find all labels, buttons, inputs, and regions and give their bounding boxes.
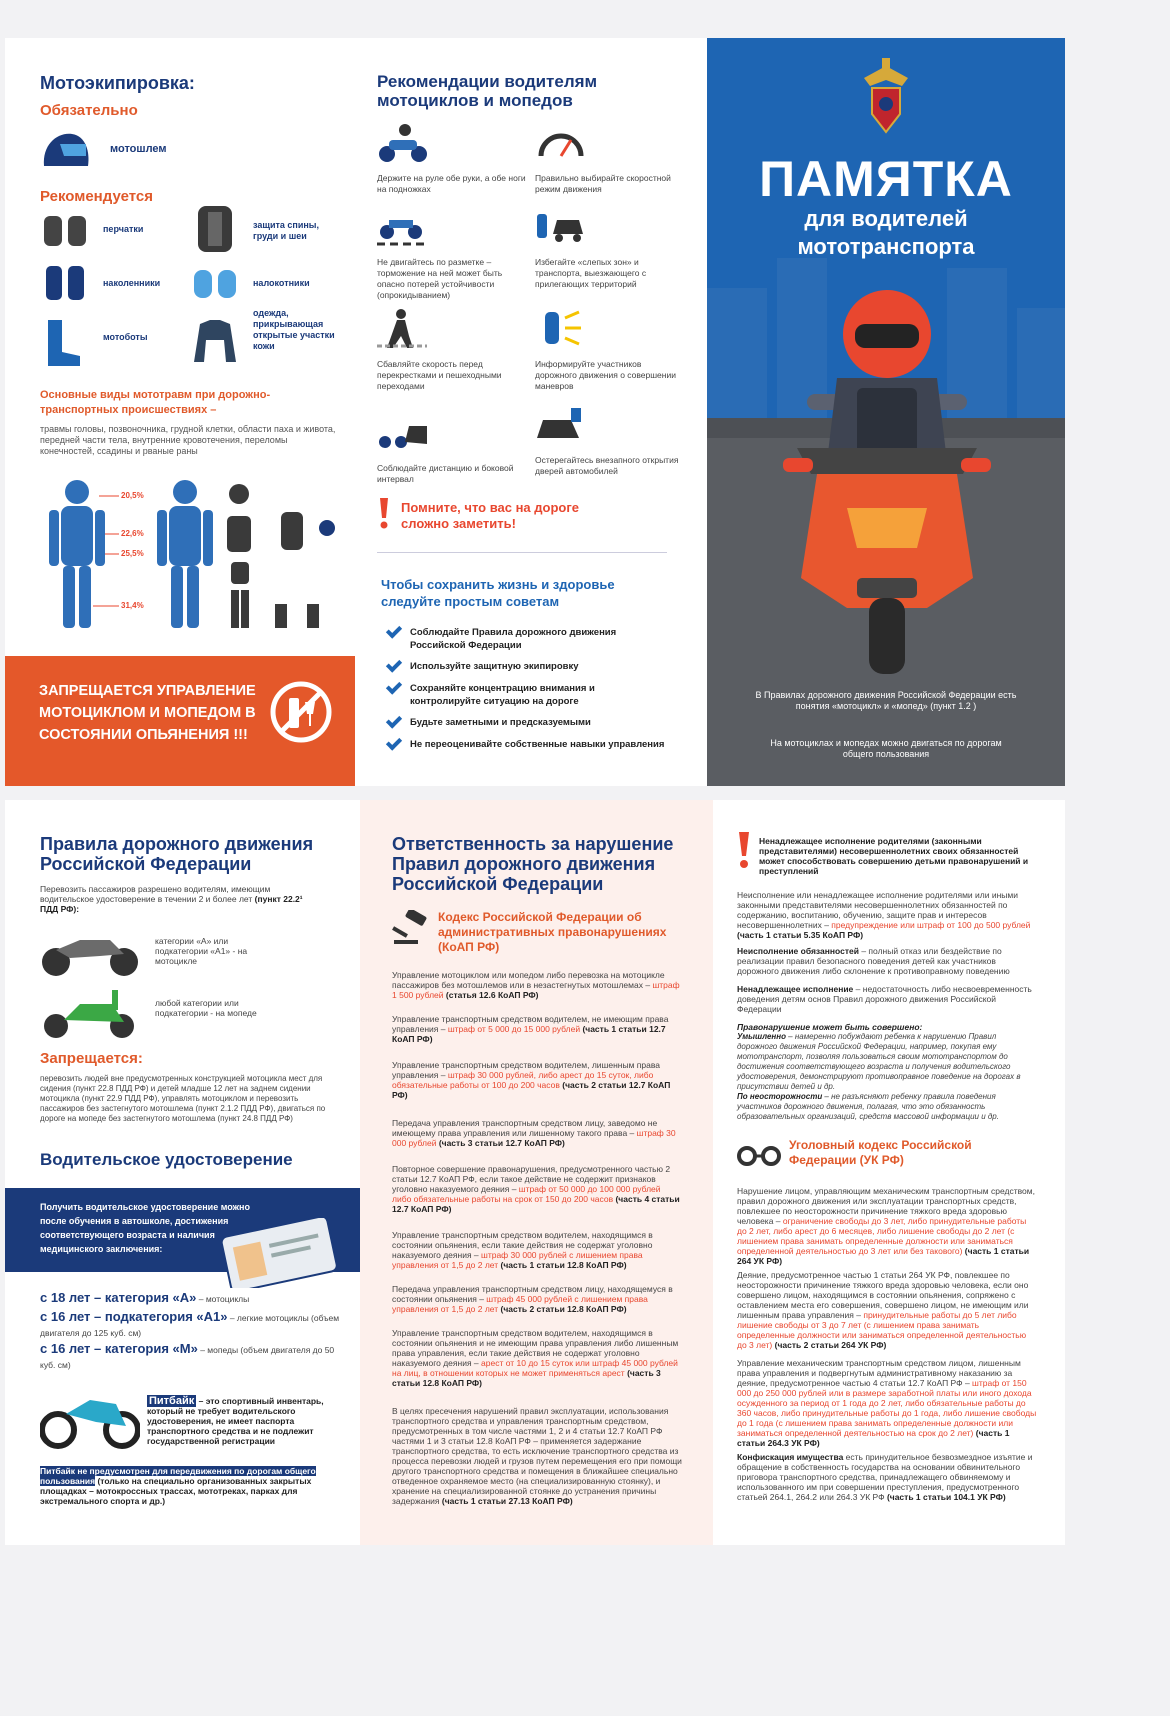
para-text: Управление транспортным средством водителем, находящимся в состоянии опьянения, если такие действия не содержат уголовно наказуемого деяния – bbox=[392, 1230, 653, 1260]
rec-text: Держите на руле обе руки, а обе ноги на подножках bbox=[377, 173, 526, 194]
para-penalty: штраф 30 000 рублей bbox=[392, 1128, 676, 1148]
liability-para bbox=[392, 1164, 682, 1214]
cover-note-2: На мотоциклах и мопедах можно двигаться по дорогам общего пользования bbox=[770, 738, 1002, 759]
para-term: Неисполнение обязанностей bbox=[737, 946, 859, 956]
pitbike-definition bbox=[147, 1396, 337, 1446]
para-ref: (часть 2 статьи 12.8 КоАП РФ) bbox=[498, 1304, 627, 1314]
para-text: – намеренно побуждают ребенка к нарушению Правил дорожного движения Российской Федерации, например, покупая ему мототранспорт, позволяя пользоваться своим мототранспортом до достижения соответствующего возраста и получения водительского удостоверения, демонстрируют противоправное поведение на дорогах в присутствии детей и др. bbox=[737, 1032, 1021, 1091]
percent-legs: 31,4% bbox=[121, 601, 144, 610]
rec-text: Остерегайтесь внезапного открытия дверей автомобилей bbox=[535, 455, 679, 476]
cover-subtitle-1: для водителей bbox=[804, 206, 968, 231]
para-term: Ненадлежащее исполнение bbox=[737, 984, 854, 994]
license-category-a bbox=[40, 1290, 249, 1305]
pitbike-icon bbox=[40, 1386, 140, 1450]
jacket-label: одежда, прикрывающая открытые участки кожи bbox=[253, 308, 335, 351]
liability-title: Ответственность за нарушение Правил дорожного движения Российской Федерации bbox=[392, 834, 674, 894]
injuries-text: травмы головы, позвоночника, грудной клетки, области паха и живота, передней части тела, внутренние кровотечения, переломы конечностей, ссадины и рваные раны bbox=[40, 424, 336, 456]
boots-label: мотоботы bbox=[103, 332, 148, 342]
blind-spot-icon bbox=[535, 206, 585, 246]
rec-text: Информируйте участников дорожного движения о совершении маневров bbox=[535, 359, 676, 391]
tips-title: Чтобы сохранить жизнь и здоровье следуйте простым советам bbox=[381, 577, 615, 609]
tip-item: Соблюдайте Правила дорожного движения Российской Федерации bbox=[385, 626, 665, 652]
liability-panel bbox=[360, 800, 713, 1545]
percent-head: 20,5% bbox=[121, 491, 144, 500]
para-text: Управление транспортным средством водителем, находящимся в состоянии опьянения и не имеющим права управления либо лишенным права управления, если такие действия не содержат уголовно наказуемого деяния – bbox=[392, 1328, 679, 1368]
forbidden-text: перевозить людей вне предусмотренных конструкцией мотоцикла мест для сидения (пункт 22.8 ПДД РФ) и детей младше 12 лет на заднем сидении мотоцикла (пункт 22.9 ПДД РФ), управлять мотоциклом и перевозить пассажиров без застегнутого мотошлема (пункт 2.1.2 ПДД РФ), двигаться по дороге на мопеде без застегнутого мотошлема (пункт 24.8 ПДД РФ) bbox=[40, 1074, 326, 1123]
rec-text: Соблюдайте дистанцию и боковой интервал bbox=[377, 463, 514, 484]
para-penalty: арест от 10 до 15 суток или штраф 45 000 рублей на лиц, в отношении которых не может применяться арест bbox=[392, 1358, 678, 1378]
motorcycle-icon bbox=[40, 926, 140, 978]
drunk-driving-banner bbox=[5, 656, 355, 786]
recommendations-title: Рекомендации водителям мотоциклов и мопедов bbox=[377, 72, 598, 110]
parents-panel bbox=[713, 800, 1065, 1545]
para-text: есть принудительное безвозмездное изъятие и обращение в собственность государства на основании обвинительного приговора транспортного средства, принадлежащего обвиняемому и использованного им при совершении преступления, предусмотренного статьей 264.1, 264.2 или 264.3 УК РФ bbox=[737, 1452, 1033, 1502]
knee-pads-icon bbox=[40, 262, 92, 306]
para-penalty: штраф 30 000 рублей с лишением права управления от 1,5 до 2 лет bbox=[392, 1250, 643, 1270]
gavel-icon bbox=[392, 910, 432, 946]
moto-category-text: категории «А» или подкатегории «А1» - на мотоцикле bbox=[155, 936, 248, 966]
boots-icon bbox=[40, 316, 92, 370]
tip-item: Сохраняйте концентрацию внимания и контролируйте ситуацию на дороге bbox=[385, 682, 665, 708]
para-ref: (часть 1 статьи 104.1 УК РФ) bbox=[884, 1492, 1006, 1502]
para-ref: (часть 1 статьи 12.8 КоАП РФ) bbox=[498, 1260, 627, 1270]
para-text: – не разъясняют ребенку правила поведения участников дорожного движения, полагая, что это обязанность образовательных организаций, средств массовой информации и др. bbox=[737, 1092, 999, 1121]
koap-heading: Кодекс Российской Федерации об административных правонарушениях (КоАП РФ) bbox=[438, 910, 667, 954]
para-ref: (статья 12.6 КоАП РФ) bbox=[443, 990, 539, 1000]
back-protector-label: защита спины, груди и шеи bbox=[253, 220, 319, 241]
rec-item bbox=[535, 404, 685, 477]
liability-para bbox=[392, 1118, 682, 1148]
license-card-icon bbox=[219, 1218, 339, 1288]
para-text: Повторное совершение правонарушения, предусмотренного частью 2 статьи 12.7 КоАП РФ, если такое действие не содержит признаков уголовно наказуемого деяния – bbox=[392, 1164, 671, 1194]
para-penalty: штраф 45 000 рублей с лишением права управления от 1,5 до 2 лет bbox=[392, 1294, 648, 1314]
para-penalty: штраф от 150 000 до 250 000 рублей или в размере заработной платы или иного дохода осужденного за период от 1 года до 2 лет, либо обязательные работы до 360 часов, либо принудительные работы до 1 года, либо лишение свободы до 1 года (с лишением права занимать определенные должности или заниматься определенной деятельностью на срок до 2 лет) bbox=[737, 1378, 1037, 1438]
uk-para-3 bbox=[737, 1358, 1037, 1448]
para-text: Управление мотоциклом или мопедом либо перевозка на мотоцикле пассажиров без мотошлемов или в незастегнутых мотошлемах – bbox=[392, 970, 665, 990]
no-alcohol-icon bbox=[269, 680, 333, 744]
category-a1-text: с 16 лет – подкатегория «А1» bbox=[40, 1309, 228, 1324]
para-ref: (часть 3 статьи 12.7 КоАП РФ) bbox=[436, 1138, 565, 1148]
para-penalty: предупреждение или штраф от 100 до 500 рублей bbox=[831, 920, 1031, 930]
rec-item bbox=[377, 308, 527, 392]
license-category-m bbox=[40, 1342, 340, 1372]
license-info-text: Получить водительское удостоверение можно после обучения в автошколе, достижения соответствующего возраста и наличия медицинского заключения: bbox=[40, 1202, 250, 1254]
rules-title: Правила дорожного движения Российской Федерации bbox=[40, 834, 314, 874]
para-penalty: штраф 30 000 рублей, либо арест до 15 суток, либо обязательные работы от 100 до 200 часов bbox=[392, 1070, 654, 1090]
para-ref: (часть 1 статьи 5.35 КоАП РФ) bbox=[737, 930, 864, 940]
parents-para-5 bbox=[737, 1032, 1037, 1092]
tip-item: Используйте защитную экипировку bbox=[385, 660, 665, 673]
pitbike-note-highlight: Питбайк не предусмотрен для передвижения по дорогам общего пользования bbox=[40, 1466, 316, 1486]
cover-title: ПАМЯТКА bbox=[759, 151, 1013, 207]
tip-item: Не переоценивайте собственные навыки управления bbox=[385, 738, 665, 751]
para-ref: (часть 1 статьи 264.3 УК РФ) bbox=[737, 1428, 1010, 1448]
helmet-icon bbox=[40, 130, 92, 170]
motorcycle-rider-icon bbox=[377, 122, 427, 162]
back-protector-icon bbox=[190, 202, 240, 256]
uk-para-2 bbox=[737, 1270, 1037, 1350]
para-term: По неосторожности bbox=[737, 1092, 823, 1101]
rec-item bbox=[377, 412, 527, 485]
equipment-panel bbox=[5, 38, 355, 786]
para-ref: (часть 2 статьи 12.7 КоАП РФ) bbox=[392, 1080, 671, 1100]
speedometer-icon bbox=[535, 122, 585, 162]
gloves-icon bbox=[40, 210, 92, 254]
para-ref: (часть 1 статьи 27.13 КоАП РФ) bbox=[439, 1496, 573, 1506]
rules-intro-text: Перевозить пассажиров разрешено водителям, имеющим водительское удостоверение в течении 2 и более лет bbox=[40, 884, 271, 904]
para-text: Управление транспортным средством водителем, не имеющим права управления – bbox=[392, 1014, 669, 1034]
rec-text: Правильно выбирайте скоростной режим движения bbox=[535, 173, 671, 194]
exclamation-icon bbox=[737, 830, 751, 870]
para-text: Управление транспортным средством водителем, лишенным права управления – bbox=[392, 1060, 660, 1080]
liability-para bbox=[392, 1406, 682, 1506]
license-category-a1 bbox=[40, 1310, 340, 1340]
drunk-driving-text: ЗАПРЕЩАЕТСЯ УПРАВЛЕНИЕ МОТОЦИКЛОМ И МОПЕДОМ В СОСТОЯНИИ ОПЬЯНЕНИЯ !!! bbox=[39, 683, 256, 743]
para-text: Передача управления транспортным средством лицу, находящемуся в состоянии опьянения – bbox=[392, 1284, 673, 1304]
leaflet-inner-side bbox=[5, 800, 1065, 1545]
para-text: Передача управления транспортным средством лицу, заведомо не имеющему права управления или лишенному такого права – bbox=[392, 1118, 658, 1138]
rec-item bbox=[535, 308, 685, 392]
jacket-icon bbox=[190, 316, 240, 370]
para-ref: (часть 1 статьи 12.7 КоАП РФ) bbox=[392, 1024, 666, 1044]
tip-item: Будьте заметными и предсказуемыми bbox=[385, 716, 665, 729]
para-text: – полный отказ или бездействие по реализации правил безопасного поведения детей как участников дорожного движения либо склонение к противоправному поведению bbox=[737, 946, 1010, 976]
percent-torso: 25,5% bbox=[121, 549, 144, 558]
para-text: В целях пресечения нарушений правил эксплуатации, использования транспортного средства и управления транспортным средством, предусмотренных в том числе частями 1, 2 и 4 статьи 12.7 КоАП РФ частями 1 и 3 статьи 12.8 КоАП РФ – применяется задержание транспортного средства, то есть исключение транспортного средства из процесса перевозки людей и грузов путем перемещения его при помощи другого транспортного средства и помещения в ближайшее специально отведенное охраняемое место (на специализированную стоянку), и хранение на специализированной стоянке до устранения причины задержания bbox=[392, 1406, 682, 1506]
rec-text: Не двигайтесь по разметке – торможение на ней может быть опасно потерей устойчивости (опрокидыванием) bbox=[377, 257, 503, 300]
para-term: Конфискация имущества bbox=[737, 1452, 844, 1462]
uk-para-4 bbox=[737, 1452, 1037, 1502]
para-text: Неисполнение или ненадлежащее исполнение родителями или иными законными представителями несовершеннолетних обязанностей по содержанию, воспитанию, обучению, защите прав и интересов несовершеннолетних – bbox=[737, 890, 1019, 930]
motorcyclist-illustration bbox=[777, 278, 997, 678]
visibility-warning: Помните, что вас на дороге сложно заметить! bbox=[401, 500, 579, 531]
recommended-heading: Рекомендуется bbox=[40, 188, 153, 205]
equipment-title: Мотоэкипировка: bbox=[40, 73, 195, 93]
liability-para bbox=[392, 970, 682, 1000]
para-term: Правонарушение может быть совершено: bbox=[737, 1022, 923, 1032]
para-penalty: штраф 1 500 рублей bbox=[392, 980, 680, 1000]
para-penalty: штраф от 50 000 до 100 000 рублей либо обязательные работы на срок от 150 до 200 часов bbox=[392, 1184, 661, 1204]
pitbike-note bbox=[40, 1466, 340, 1506]
parents-para-6 bbox=[737, 1092, 1037, 1122]
injuries-title: Основные виды мототравм при дорожно-транспортных происшествиях – bbox=[40, 389, 271, 416]
moped-icon bbox=[40, 986, 140, 1042]
para-ref: (часть 1 статьи 264 УК РФ) bbox=[737, 1246, 1030, 1266]
para-ref: (часть 4 статьи 12.7 КоАП РФ) bbox=[392, 1194, 680, 1214]
uk-para-1 bbox=[737, 1186, 1037, 1266]
cover-panel bbox=[707, 38, 1065, 786]
parents-para-1 bbox=[737, 890, 1037, 940]
rules-panel bbox=[5, 800, 360, 1545]
para-ref: (часть 3 статьи 12.8 КоАП РФ) bbox=[392, 1368, 661, 1388]
cover-subtitle-2: мототранспорта bbox=[797, 234, 975, 259]
para-text: – недостаточность либо несвоевременность доведения детям основ Правил дорожного движения Российской Федерации bbox=[737, 984, 1032, 1014]
rec-item bbox=[377, 206, 527, 301]
uk-heading: Уголовный кодекс Российской Федерации (УК РФ) bbox=[789, 1138, 972, 1167]
handcuffs-icon bbox=[737, 1140, 781, 1170]
liability-para bbox=[392, 1328, 682, 1388]
cover-note-1: В Правилах дорожного движения Российской Федерации есть понятия «мотоцикл» и «мопед» (пункт 1.2 ) bbox=[755, 690, 1017, 711]
rec-item bbox=[377, 122, 527, 195]
rec-item bbox=[535, 122, 685, 195]
para-term: Умышленно bbox=[737, 1032, 786, 1041]
leaflet-outer-side bbox=[5, 38, 1065, 786]
liability-para bbox=[392, 1230, 682, 1270]
para-text: Нарушение лицом, управляющим механическим транспортным средством, правил дорожного движения или эксплуатации транспортных средств, повлекшее по неосторожности причинение тяжкого вреда здоровью человека – bbox=[737, 1186, 1035, 1226]
parents-para-2 bbox=[737, 946, 1037, 976]
parents-para-3 bbox=[737, 984, 1037, 1014]
license-title: Водительское удостоверение bbox=[40, 1150, 293, 1169]
liability-para bbox=[392, 1014, 682, 1044]
helmet-label: мотошлем bbox=[110, 143, 167, 155]
rec-item bbox=[535, 206, 685, 290]
rules-intro-ref: (пункт 22.2¹ ПДД РФ): bbox=[40, 894, 303, 914]
liability-para bbox=[392, 1060, 682, 1100]
injury-figures-illustration bbox=[35, 478, 345, 638]
knee-pads-label: наколенники bbox=[103, 278, 161, 288]
road-marking-icon bbox=[377, 206, 427, 246]
parents-para-4 bbox=[737, 1022, 1037, 1032]
pitbike-note-text: (только на специально организованных закрытых площадках – мотокроссных трассах, мототреках, парках для экстремального спорта и др.) bbox=[40, 1476, 312, 1506]
mandatory-heading: Обязательно bbox=[40, 102, 138, 119]
elbow-pads-icon bbox=[190, 262, 240, 306]
forbidden-heading: Запрещается: bbox=[40, 1050, 143, 1067]
rec-text: Избегайте «слепых зон» и транспорта, выезжающего с прилегающих территорий bbox=[535, 257, 647, 289]
turn-signal-icon bbox=[535, 308, 585, 348]
moped-category-text: любой категории или подкатегории - на мопеде bbox=[155, 998, 257, 1018]
category-a-sub: – мотоциклы bbox=[196, 1294, 250, 1304]
para-penalty: принудительные работы до 5 лет либо лишение свободы от 3 до 7 лет (с лишением права занимать определенные должности или заниматься определенной деятельностью до 3 лет) bbox=[737, 1310, 1027, 1350]
car-door-icon bbox=[535, 404, 585, 444]
police-emblem-icon bbox=[858, 58, 914, 148]
rules-intro bbox=[40, 884, 320, 914]
pitbike-text: – это спортивный инвентарь, который не требует водительского удостоверения, не имеет паспорта транспортного средства и не подлежит государственной регистрации bbox=[147, 1396, 324, 1446]
para-text: Управление механическим транспортным средством лицом, лишенным права управления и подвергнутым административному наказанию за деяние, предусмотренное частью 4 статьи 12.7 КоАП РФ – bbox=[737, 1358, 1021, 1388]
recommendations-panel bbox=[355, 38, 707, 786]
pitbike-word: Питбайк bbox=[149, 1395, 195, 1407]
para-penalty: ограничение свободы до 3 лет, либо принудительные работы до 2 лет, либо арест до 6 месяцев, либо лишение свободы до 2 лет (с лишением права занимать определенные должности или заниматься определенной деятельностью до 3 лет или без такового) bbox=[737, 1216, 1027, 1256]
category-a-text: с 18 лет – категория «А» bbox=[40, 1290, 197, 1305]
liability-para bbox=[392, 1284, 682, 1314]
para-text: Деяние, предусмотренное частью 1 статьи 264 УК РФ, повлекшее по неосторожности причинение тяжкого вреда здоровью человека, если оно совершено лицом, находящимся в состоянии опьянения, сопряжено с оставлением места его совершения, совершено лицом, не имеющим или лишенным права управления – bbox=[737, 1270, 1029, 1320]
para-penalty: штраф от 5 000 до 15 000 рублей bbox=[447, 1024, 581, 1034]
parents-warning: Ненадлежащее исполнение родителями (законными представителями) несовершеннолетних своих обязанностей может способствовать совершению детьми правонарушений и преступлений bbox=[759, 836, 1029, 876]
pedestrian-crossing-icon bbox=[377, 308, 427, 348]
category-a1-sub: – легкие мотоциклы (объем двигателя до 125 куб. см) bbox=[40, 1313, 340, 1338]
percent-chest: 22,6% bbox=[121, 529, 144, 538]
gloves-label: перчатки bbox=[103, 224, 144, 234]
divider bbox=[377, 552, 667, 553]
distance-icon bbox=[377, 412, 427, 452]
para-ref: (часть 2 статьи 264 УК РФ) bbox=[772, 1340, 887, 1350]
category-m-sub: – мопеды (объем двигателя до 50 куб. см) bbox=[40, 1345, 335, 1370]
category-m-text: с 16 лет – категория «М» bbox=[40, 1341, 198, 1356]
exclamation-icon bbox=[377, 496, 391, 530]
rec-text: Сбавляйте скорость перед перекрестками и пешеходными переходами bbox=[377, 359, 502, 391]
elbow-pads-label: налокотники bbox=[253, 278, 310, 288]
